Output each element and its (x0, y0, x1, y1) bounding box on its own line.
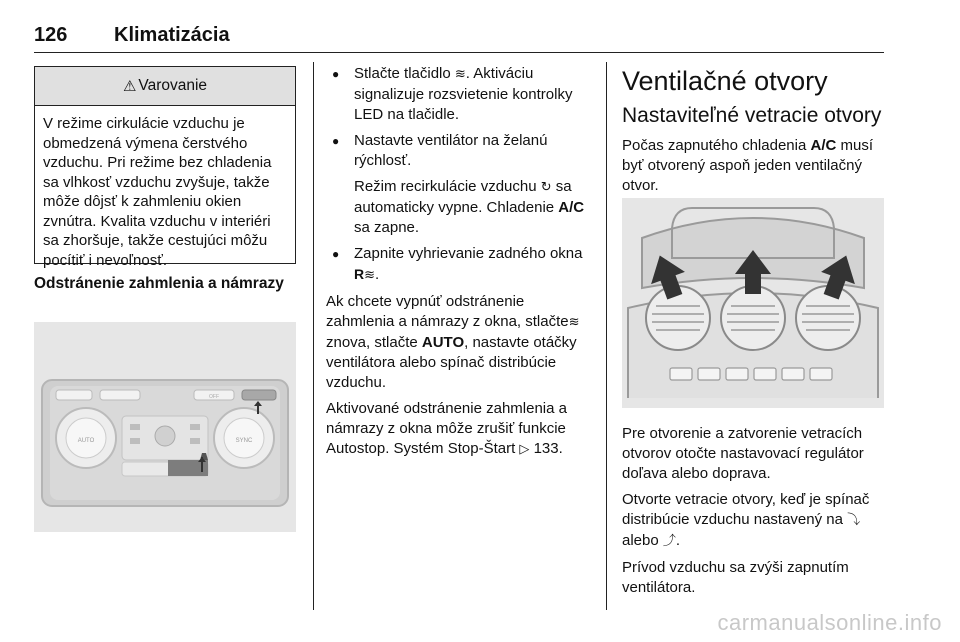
rear-text-2: . (375, 266, 380, 283)
recirc-note (328, 177, 592, 238)
recirculation-icon: ↻ (540, 180, 552, 195)
paragraph-autostop (326, 399, 590, 460)
ac-text-2: musí byť otvorený aspoň jeden ventilačný otvor. (622, 137, 874, 194)
defog-heading: Odstránenie zahmlenia a námrazy (34, 275, 284, 292)
vent-face-feet-icon: ⤴ (662, 534, 676, 549)
para-text-2: znova, stlačte (326, 334, 422, 351)
recirc-text-2: sa automaticky vypne. Chladenie (354, 178, 572, 216)
column-2 (328, 64, 592, 466)
paragraph-turn-off (326, 292, 590, 393)
dashboard-vents-illustration (622, 198, 884, 408)
ac-label-2: A/C (810, 137, 837, 154)
bullet-text: Stlačte tlačidlo (354, 65, 455, 82)
auto-label: AUTO (421, 334, 465, 351)
warning-triangle-icon: ⚠ (122, 78, 137, 95)
warning-title: Varovanie (138, 77, 208, 94)
open-text: Otvorte vetracie otvory, keď je spínač distribúcie vzduchu nastavený na (622, 491, 870, 528)
autostop-text-2: 133. (529, 440, 563, 457)
open-text-3: . (675, 532, 681, 549)
panel-sync-label: SYNC (235, 438, 253, 444)
page-number: 126 (34, 24, 68, 46)
autostop-text: Aktivované odstránenie zahmlenia a námrazy z okna môže zrušiť funkcie Autostop. Systém Stop-Štart (326, 400, 567, 457)
climate-panel-illustration (34, 322, 296, 532)
bullet-fan: ● Nastavte ventilátor na želanú rýchlosť. (328, 131, 592, 171)
chapter-title: Klimatizácia (114, 24, 230, 46)
rotate-paragraph: Pre otvorenie a zatvorenie vetracích otvorov otočte nastavovací regulátor doľava alebo doprava. (622, 425, 864, 482)
vent-face-icon: ⤵ (847, 513, 861, 528)
panel-auto-label: AUTO (77, 438, 95, 444)
column-3-text (622, 424, 888, 604)
column-divider-1 (313, 62, 314, 610)
page-reference-icon[interactable]: ▷ (519, 442, 530, 457)
recirc-text-3: sa zapne. (354, 219, 420, 236)
ac-vent-paragraph (622, 136, 886, 196)
page-header (34, 20, 884, 53)
ac-label: A/C (558, 199, 585, 216)
bullet-rear-defrost: ● Zapnite vyhrievanie zadného okna R≋. (328, 244, 592, 286)
ac-text: Počas zapnutého chladenia (622, 137, 811, 154)
panel-off-label: OFF (209, 394, 219, 400)
warning-text: V režime cirkulácie vzduchu je obmedzená výmena čerstvého vzduchu. Pri režime bez chladenia sa vlhkosť vzduchu zvyšuje, takže môže dôjsť k zahmleniu okien zvnútra. Kvalita vzduchu v interiéri sa zhoršuje, takže cestujúci môžu pocítiť i nevoľnosť. (43, 115, 272, 269)
vents-heading: Ventilačné otvory (622, 66, 828, 96)
watermark: carmanualsonline.info (717, 610, 942, 635)
open-vents-paragraph (622, 490, 888, 552)
bullet-defrost (328, 64, 592, 125)
warning-box (34, 66, 296, 269)
rear-text: Zapnite vyhrievanie zadného okna (354, 245, 583, 262)
open-text-2: alebo (622, 532, 663, 549)
windshield-defrost-icon: ≋ (568, 315, 580, 330)
rear-window-defrost-icon: ≋ (364, 268, 376, 283)
warning-header (35, 67, 295, 106)
column-3-intro (622, 136, 886, 202)
column-divider-2 (606, 62, 607, 610)
windshield-defrost-icon: ≋ (454, 67, 466, 82)
para-text-3: , nastavte otáčky ventilátora alebo spínač distribúcie vzduchu. (326, 334, 577, 391)
recirc-text: Režim recirkulácie vzduchu (354, 178, 541, 195)
bullet-text-2: . Aktiváciu signalizuje rozsvietenie kontrolky LED na tlačidle. (354, 65, 573, 123)
para-text: Ak chcete vypnúť odstránenie zahmlenia a námrazy z okna, stlačte (326, 293, 569, 330)
fan-paragraph: Prívod vzduchu sa zvýši zapnutím ventilátora. (622, 559, 849, 596)
adjustable-vents-heading: Nastaviteľné vetracie otvory (622, 104, 882, 127)
